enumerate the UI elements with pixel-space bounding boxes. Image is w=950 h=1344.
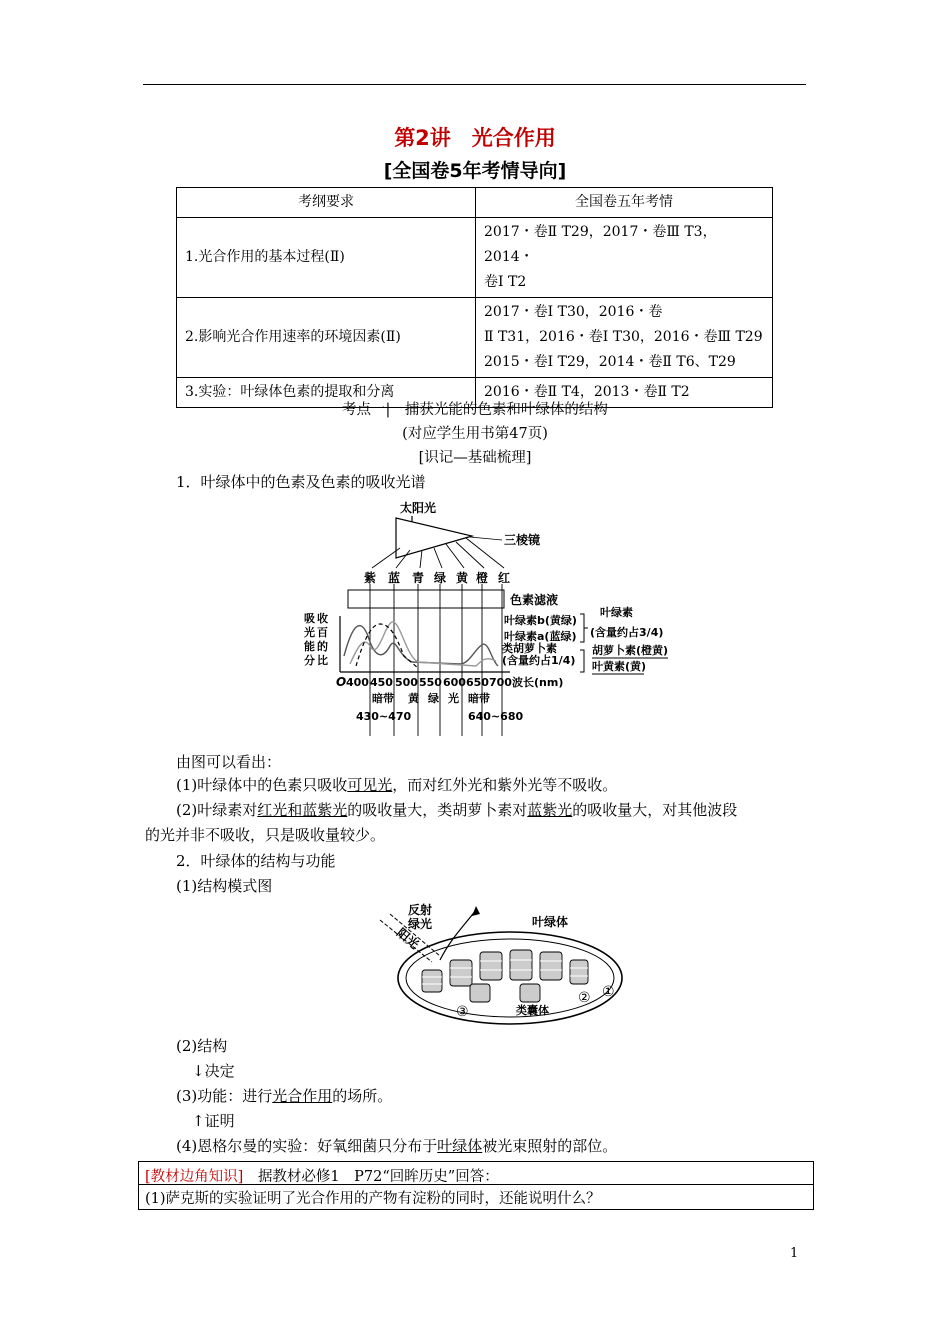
text-span: 被光束照射的部位。 [482,1137,618,1155]
box-tag: [教材边角知识] [145,1169,244,1185]
table-header-row [177,188,773,218]
box-divider [139,1184,813,1185]
textbook-corner-box [138,1161,814,1210]
thylakoid-label: 类囊体 [516,1004,549,1017]
underlined-term: 光合作用 [272,1087,333,1105]
color-violet: 紫 [364,571,377,585]
s1-intro: 由图可以看出： [176,753,282,771]
text-span: (4)恩格尔曼的实验：好氧细菌只分布于 [176,1137,438,1155]
x-tick: 700 [489,676,512,689]
text-span: ，而对红外光和紫外光等不吸收。 [392,776,618,794]
label-1: ① [602,984,615,1000]
top-rule [143,84,806,85]
bright-char: 绿 [428,692,439,705]
row-exam-info [476,298,773,378]
underlined-term: 可见光 [347,776,393,794]
y-char: 光 [304,626,315,639]
color-labels [364,570,510,585]
header-requirement: 考纲要求 [177,188,476,218]
legend-chlorophyll-amount: (含量约占3/4) [590,626,664,639]
info-line: 2017・卷Ⅰ T30，2016・卷 [484,304,663,320]
label-3: ③ [456,1004,469,1020]
row-requirement: 3.实验：叶绿体色素的提取和分离 [177,378,476,408]
sunlight-label: 阳光 [394,925,422,952]
dark-band-2-range: 640~680 [468,710,524,723]
dark-band-1-range: 430~470 [356,710,412,723]
s1-point-2 [176,800,816,820]
box-source: 据教材必修1 P72“回眸历史”回答： [257,1169,499,1185]
reflect-label: 反射 [408,903,433,917]
x-tick: 550 [419,676,442,689]
reflect-arrowhead [472,906,480,916]
info-line: 卷Ⅰ T2 [484,274,527,290]
legend-xanthophyll: 叶黄素(黄) [592,660,647,673]
prism-label: 三棱镜 [504,533,541,547]
s2-sub-1: (1)结构模式图 [176,877,273,895]
legend [502,605,668,673]
legend-chl-a: 叶绿素a(蓝绿) [504,630,577,643]
s2-sub-2: (2)结构 [176,1037,228,1055]
row-requirement: 1.光合作用的基本过程(Ⅱ) [177,218,476,298]
text-span: (1)叶绿体中的色素只吸收 [176,776,348,794]
text-span: (2)叶绿素对 [176,801,258,819]
legend-carotene: 胡萝卜素(橙黄) [592,644,669,657]
absorption-spectrum-figure [300,496,680,742]
label-2: ② [578,990,591,1006]
table-row [177,298,773,378]
dark-band-2: 暗带 [468,692,490,705]
section-tag: [识记—基础梳理] [418,450,532,466]
dark-band-1: 暗带 [372,692,394,705]
info-line: 2015・卷Ⅰ T29，2014・卷Ⅱ T6、T29 [484,354,736,370]
page-subtitle: [全国卷5年考情导向] [383,160,567,182]
s1-title: 1．叶绿体中的色素及色素的吸收光谱 [176,473,426,491]
row-requirement: 2.影响光合作用速率的环境因素(Ⅱ) [177,298,476,378]
box-header [145,1165,499,1186]
y-char: 百 [317,626,328,639]
x-tick: 450 [370,676,393,689]
chloroplast-label: 叶绿体 [532,915,569,929]
underlined-term: 蓝紫光 [527,801,573,819]
x-tick: 650 [466,676,489,689]
page-number: 1 [790,1246,799,1261]
x-tick: 500 [395,676,418,689]
x-axis-label: 波长(nm) [512,676,564,689]
x-tick-labels [346,676,512,689]
sunlight-label: 太阳光 [400,501,437,515]
table-row [177,218,773,298]
chloroplast-figure [370,900,640,1030]
y-char: 的 [317,640,328,653]
section-heading: 考点一| 捕获光能的色素和叶绿体的结构 [342,402,608,418]
row-exam-info [476,218,773,298]
y-char: 比 [317,654,328,667]
section-reference: (对应学生用书第47页) [402,426,548,442]
curve-chl-b [350,622,496,666]
color-red: 红 [498,571,511,585]
box-question: (1)萨克斯的实验证明了光合作用的产物有淀粉的同时，还能说明什么？ [145,1191,601,1207]
curve-chl-a [344,626,498,666]
s2-sub-4 [176,1136,617,1156]
s2-arrow-prove: ↑证明 [192,1112,235,1130]
y-char: 能 [304,640,315,653]
s2-arrow-decide: ↓决定 [192,1062,235,1080]
bright-char: 光 [448,692,459,705]
bright-char: 黄 [408,692,419,705]
info-line: Ⅱ T31，2016・卷Ⅰ T30，2016・卷Ⅲ T29 [484,329,763,345]
info-line: 2016・卷Ⅱ T4，2013・卷Ⅱ T2 [484,384,690,400]
legend-chl-b: 叶绿素b(黄绿) [504,614,577,627]
color-orange: 橙 [476,571,489,585]
info-line: 2017・卷Ⅱ T29，2017・卷Ⅲ T3，2014・ [484,224,717,265]
green-light-label: 绿光 [408,917,433,931]
filter-box [348,590,504,608]
s1-point-2-cont: 的光并非不吸收，只是吸收量较少。 [145,826,386,844]
x-tick: 400 [346,676,369,689]
y-char: 吸 [304,612,315,625]
s2-sub-3 [176,1086,392,1106]
underlined-term: 红光和蓝紫光 [257,801,348,819]
legend-carotenoid: 类胡萝卜素 [502,642,557,655]
text-span: 的吸收量大，对其他波段 [572,801,738,819]
x-tick: 600 [443,676,466,689]
color-blue: 蓝 [388,571,401,585]
s2-title: 2．叶绿体的结构与功能 [176,852,336,870]
text-span: (3)功能：进行 [176,1087,273,1105]
color-yellow: 黄 [456,571,469,585]
filter-label: 色素滤液 [510,593,559,607]
y-char: 收 [317,612,328,625]
underlined-term: 叶绿体 [437,1137,483,1155]
page-title: 第2讲 光合作用 [394,126,556,150]
color-cyan: 青 [412,571,425,585]
color-green: 绿 [434,571,447,585]
exam-table [176,187,773,408]
prism-pointer [470,537,502,540]
legend-carotenoid-amount: (含量约占1/4) [502,654,576,667]
y-char: 分 [304,654,315,667]
prism-shape [396,518,472,558]
legend-chlorophyll: 叶绿素 [600,606,633,619]
text-span: 的场所。 [332,1087,393,1105]
header-exam-info: 全国卷五年考情 [476,188,773,218]
y-axis-label [304,611,328,667]
origin-label: O [336,675,347,689]
text-span: 的吸收量大，类胡萝卜素对 [347,801,528,819]
s1-point-1 [176,775,617,795]
